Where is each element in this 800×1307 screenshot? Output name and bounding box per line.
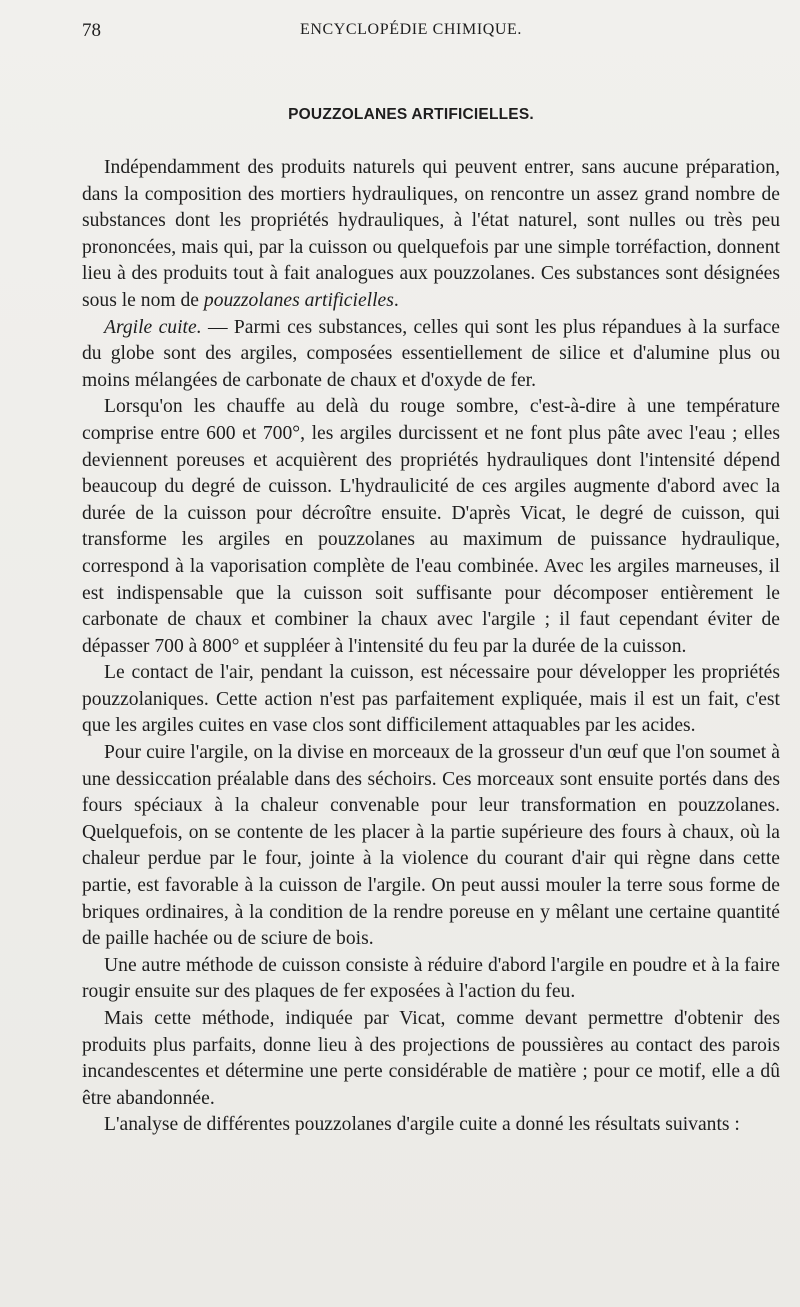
- paragraph-argile-cuite-text: — Parmi ces substances, celles qui sont les plus répandues à la surface du globe sont des argiles, composées essentiellement de silice et d'alumine plus ou moins mélangées de carbonate de chaux et d'oxyde de fer.: [82, 316, 780, 391]
- paragraph-intro-text: Indépendamment des produits naturels qui peuvent entrer, sans aucune préparation, dans la composition des mortiers hydrauliques, on rencontre un assez grand nombre de substances dont les propriétés hydrauliques, à l'état naturel, sont nulles ou très peu prononcées, mais qui, par la cuisson ou quelquefois par une simple torréfaction, donnent lieu à des produits tout à fait analogues aux pouzzolanes. Ces substances sont désignées sous le nom de: [82, 157, 780, 311]
- paragraph-intro: [82, 155, 780, 315]
- term-pouzzolanes-artificielles: pouzzolanes artificielles: [203, 289, 394, 311]
- paragraph-contact-air: Le contact de l'air, pendant la cuisson, est nécessaire pour développer les propriétés pouzzolaniques. Cette action n'est pas parfaitement expliquée, mais il est un fait, c'est que les argiles cuites en vase clos sont difficilement attaquables par les acides.: [82, 662, 780, 737]
- body-text: [82, 155, 780, 1139]
- page-number: 78: [82, 20, 101, 41]
- paragraph-cuire-argile: Pour cuire l'argile, on la divise en morceaux de la grosseur d'un œuf que l'on soumet à une dessiccation préalable dans des séchoirs. Ces morceaux sont ensuite portés dans des fours spéciaux à la chaleur convenable pour leur transformation en pouzzolanes. Quelquefois, on se contente de les placer à la partie supérieure des fours à chaux, où la chaleur perdue par le four, jointe à la violence du courant d'air qui règne dans cette partie, est favorable à la cuisson de l'argile. On peut aussi mouler la terre sous forme de briques ordinaires, à la condition de la rendre poreuse en y mêlant une certaine quantité de paille hachée ou de sciure de bois.: [82, 742, 780, 950]
- paragraph-intro-end: .: [393, 289, 399, 311]
- paragraph-argile-cuite: [82, 315, 780, 395]
- running-title: ENCYCLOPÉDIE CHIMIQUE.: [299, 21, 523, 38]
- paragraph-analyse: L'analyse de différentes pouzzolanes d'argile cuite a donné les résultats suivants :: [104, 1114, 740, 1136]
- subsection-lead-argile-cuite: Argile cuite.: [104, 316, 202, 338]
- paragraph-autre-methode: Une autre méthode de cuisson consiste à réduire d'abord l'argile en poudre et à la faire rougir ensuite sur des plaques de fer exposées à l'action du feu.: [82, 954, 780, 1003]
- section-title: POUZZOLANES ARTIFICIELLES.: [288, 106, 534, 123]
- paragraph-chauffe: Lorsqu'on les chauffe au delà du rouge sombre, c'est-à-dire à une température comprise entre 600 et 700°, les argiles durcissent et ne font plus pâte avec l'eau ; elles deviennent poreuses et acquièrent des propriétés hydrauliques dont l'intensité dépend beaucoup du degré de cuisson. L'hydraulicité de ces argiles augmente d'abord avec la durée de la cuisson pour décroître ensuite. D'après Vicat, le degré de cuisson, qui transforme les argiles en pouzzolanes au maximum de puissance hydraulique, correspond à la vaporisation complète de l'eau combinée. Avec les argiles marneuses, il est indispensable que la cuisson soit suffisante pour décomposer entièrement le carbonate de chaux et combiner la chaux avec l'argile ; il faut cependant éviter de dépasser 700 à 800° et suppléer à l'intensité du feu par la durée de la cuisson.: [82, 396, 780, 657]
- running-head: [82, 20, 740, 44]
- paragraph-methode-vicat: Mais cette méthode, indiquée par Vicat, comme devant permettre d'obtenir des produits plus parfaits, donne lieu à des projections de poussières au contact des parois incandescentes et détermine une perte considérable de matière ; pour ce motif, elle a dû être abandonnée.: [82, 1008, 780, 1109]
